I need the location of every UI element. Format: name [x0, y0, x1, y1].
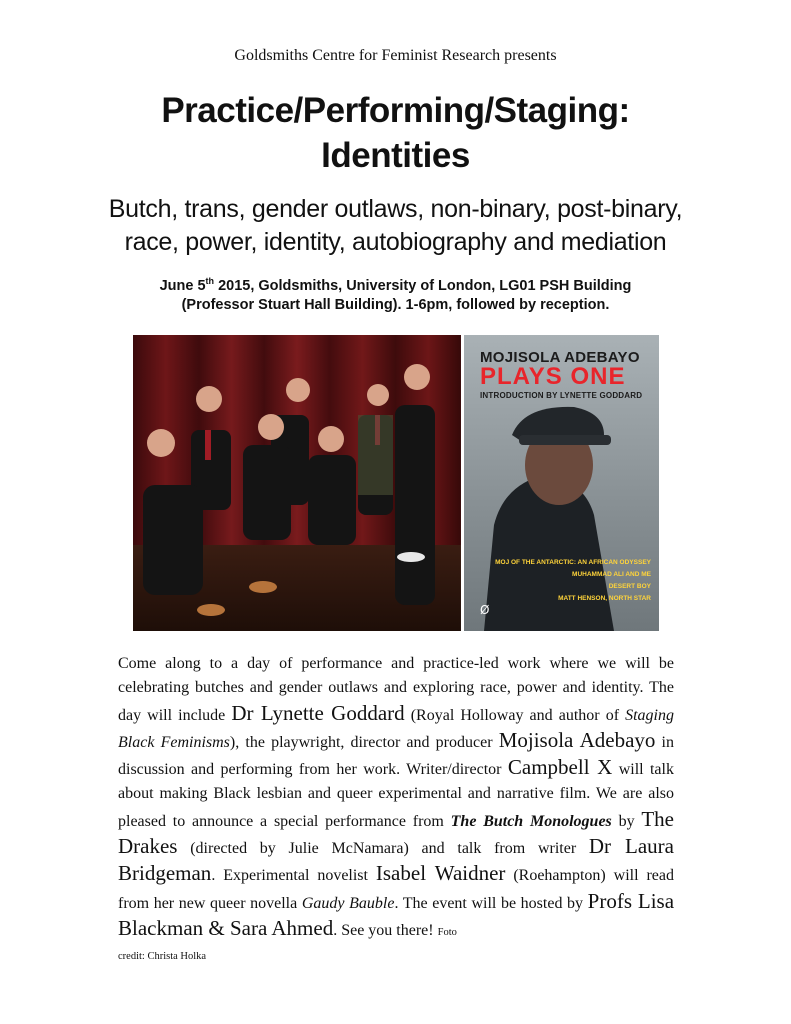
subtitle — [0, 193, 791, 259]
performance-title: The Butch Monologues — [450, 812, 612, 830]
event-date: June 5 — [159, 278, 206, 294]
text-run: ), the playwright, director and producer — [229, 733, 499, 751]
book-play: MOJ OF THE ANTARCTIC: AN AFRICAN ODYSSEY — [495, 559, 651, 566]
text-run: . The event will be hosted by — [394, 894, 588, 912]
page-title — [0, 88, 791, 178]
book-play: MUHAMMAD ALI AND ME — [572, 571, 651, 578]
presenter-line: Goldsmiths Centre for Feminist Research presents — [234, 47, 557, 64]
text-run: (Royal Holloway and author of — [404, 706, 626, 724]
date-suffix: th — [205, 276, 215, 287]
speaker-name: Mojisola Adebayo — [498, 727, 656, 752]
book-reference: Gaudy Bauble — [301, 894, 395, 912]
text-run: . See you there! — [333, 921, 438, 939]
book-reference: Staging Black Feminisms — [118, 706, 674, 751]
book-introduction: INTRODUCTION BY LYNETTE GODDARD — [480, 391, 643, 400]
speaker-name: Dr Lynette Goddard — [231, 700, 405, 725]
group-photo — [133, 335, 461, 631]
speaker-name: Campbell X — [507, 755, 613, 780]
event-details — [0, 277, 791, 315]
event-description — [118, 652, 674, 945]
speaker-name: Isabel Waidner — [375, 861, 506, 886]
book-plays-list — [495, 557, 651, 605]
book-title: PLAYS ONE — [480, 363, 626, 390]
book-cover — [464, 335, 659, 631]
book-author: MOJISOLA ADEBAYO — [480, 349, 640, 366]
group-photo-image — [133, 335, 461, 631]
book-play: DESERT BOY — [608, 583, 651, 590]
subtitle-line-2: race, power, identity, autobiography and mediation — [124, 228, 667, 256]
text-run: in discussion and performing from her work. Writer/director — [118, 733, 674, 779]
event-time-line: (Professor Stuart Hall Building). 1-6pm, followed by reception. — [181, 297, 610, 313]
text-run: will talk about making Black lesbian and queer experimental and narrative film. We are also pleased to announce a special performance from — [118, 761, 674, 830]
text-run: by — [611, 812, 642, 830]
event-date-line — [0, 277, 791, 296]
title-line-1: Practice/Performing/Staging: — [161, 91, 630, 130]
subtitle-line-1: Butch, trans, gender outlaws, non-binary, post-binary, — [108, 195, 683, 223]
title-line-2: Identities — [321, 136, 470, 175]
publisher-logo-icon: Ø — [480, 603, 490, 617]
photo-credit: credit: Christa Holka — [118, 951, 207, 962]
text-run: Come along to a day of performance and practice-led work where we will be celebrating butches and gender outlaws and exploring race, power and identity. The day will include — [118, 655, 674, 724]
speaker-name: The Drakes — [118, 806, 675, 859]
photo-credit-label: Foto — [437, 926, 457, 938]
host-names: Profs Lisa Blackman & Sara Ahmed — [118, 888, 675, 940]
text-run: . Experimental novelist — [211, 867, 376, 885]
speaker-name: Dr Laura Bridgeman — [118, 834, 674, 886]
text-run: (directed by Julie McNamara) and talk from writer — [177, 840, 589, 858]
book-play: MATT HENSON, NORTH STAR — [558, 595, 651, 602]
event-venue: 2015, Goldsmiths, University of London, LG01 PSH Building — [214, 278, 632, 294]
text-run: (Roehampton) will read from her new queer novella — [118, 867, 674, 912]
